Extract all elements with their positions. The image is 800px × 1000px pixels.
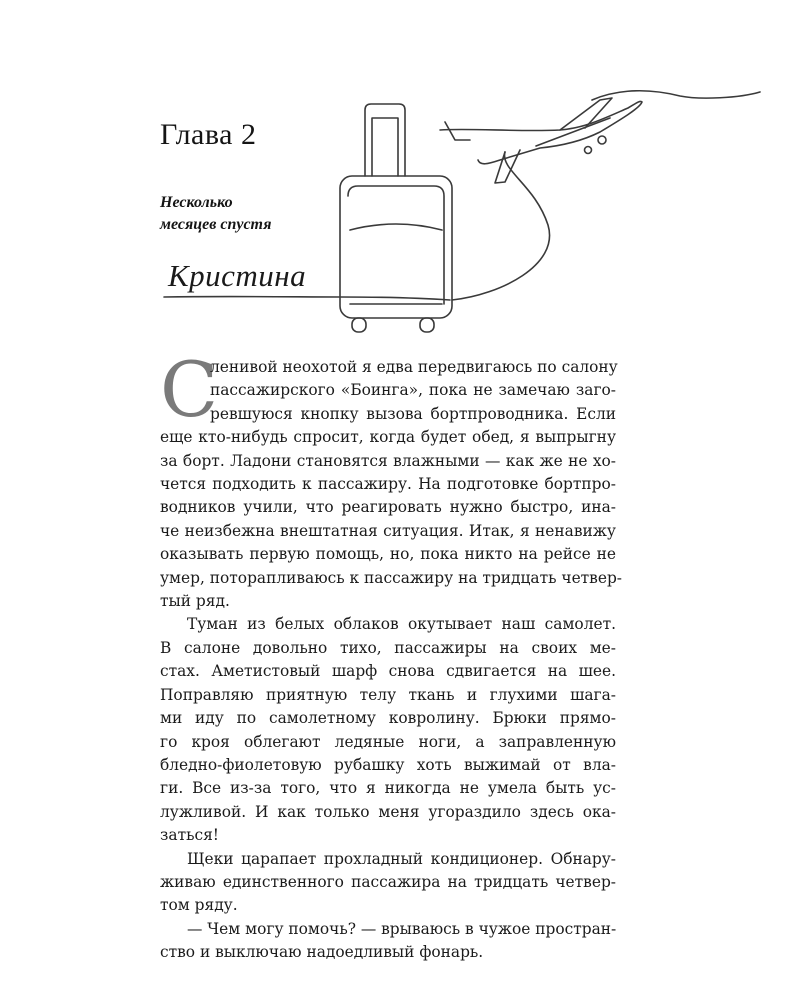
text-line: — Чем могу помочь? — врываюсь в чужое простран- <box>187 919 617 938</box>
text-line: заться! <box>160 826 219 845</box>
text-line: том ряду. <box>160 896 238 915</box>
text-line: ги. Все из-за того, что я никогда не умела быть ус- <box>160 779 616 798</box>
text-line: че неизбежна внештатная ситуация. Итак, я ненавижу <box>160 521 616 540</box>
text-line: чется подходить к пассажиру. На подготовке бортпро- <box>160 475 616 494</box>
text-line: пассажирского «Боинга», пока не замечаю заго- <box>210 381 616 400</box>
text-line: тый ряд. <box>160 592 230 611</box>
subtitle-line-2: месяцев спустя <box>160 216 272 233</box>
text-line: лужливой. И как только меня угораздило здесь ока- <box>160 802 616 821</box>
chapter-title: Глава 2 <box>160 118 257 151</box>
text-line: Поправляю приятную телу ткань и глухими шага- <box>160 685 616 704</box>
flight-path-line <box>452 152 550 300</box>
text-line: бледно-фиолетовую рубашку хоть выжимай от вла- <box>160 755 616 774</box>
text-line: Туман из белых облаков окутывает наш самолет. <box>187 615 616 634</box>
text-line: ленивой неохотой я едва передвигаюсь по салону <box>210 358 618 376</box>
text-line: В салоне довольно тихо, пассажиры на своих ме- <box>160 638 616 657</box>
text-line: ревшуюся кнопку вызова бортпроводника. Если <box>210 404 616 423</box>
text-line: живаю единственного пассажира на тридцать четвер- <box>160 872 616 891</box>
name-underline <box>164 297 450 300</box>
drop-cap: С <box>160 345 219 434</box>
suitcase-icon <box>340 104 452 332</box>
character-name: Кристина <box>168 258 307 293</box>
text-line: го кроя облегают ледяные ноги, а заправленную <box>160 732 616 751</box>
airplane-icon <box>440 91 760 183</box>
text-line: Щеки царапает прохладный кондиционер. Обнару- <box>187 849 616 868</box>
text-line: водников учили, что реагировать нужно быстро, ина- <box>160 498 616 517</box>
text-line: еще кто-нибудь спросит, когда будет обед, я выпрыгну <box>160 428 616 447</box>
text-line: стах. Аметистовый шарф снова сдвигается на шее. <box>160 662 616 681</box>
text-line: умер, поторапливаюсь к пассажиру на тридцать четвер- <box>160 568 623 587</box>
text-line: оказывать первую помощь, но, пока никто на рейсе не <box>160 545 616 564</box>
text-line: ство и выключаю надоедливый фонарь. <box>160 943 484 962</box>
chapter-subtitle <box>160 192 330 236</box>
subtitle-line-1: Несколько <box>160 194 233 211</box>
text-line: за борт. Ладони становятся влажными — как же не хо- <box>160 451 616 470</box>
text-line: ми иду по самолетному ковролину. Брюки прямо- <box>160 709 616 728</box>
chapter-body <box>160 356 623 965</box>
